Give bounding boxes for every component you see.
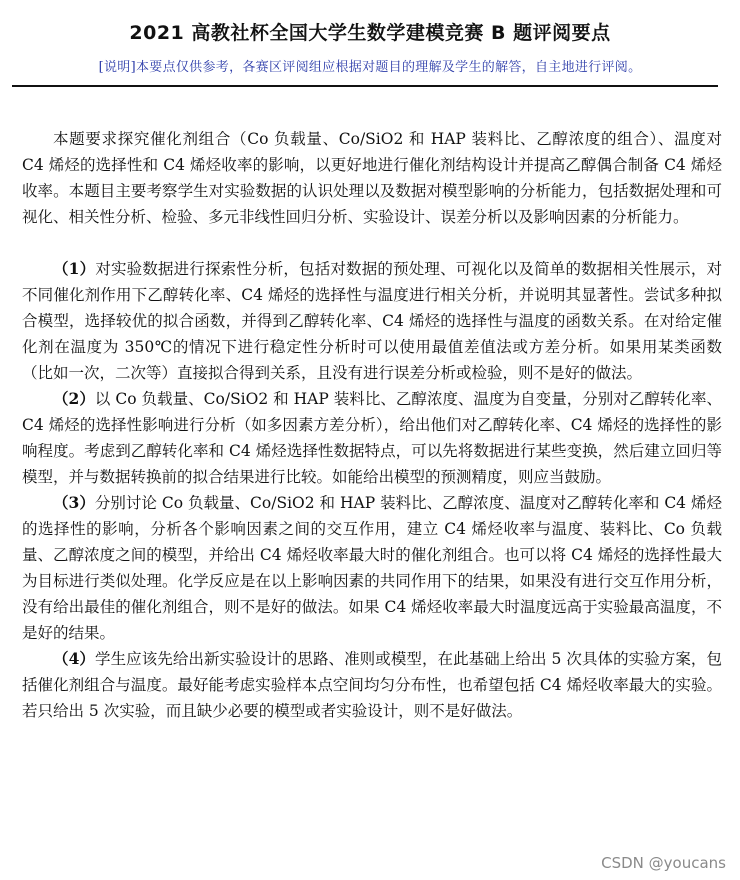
item-number: （3） <box>53 493 95 512</box>
item-paragraph-3 <box>22 490 722 646</box>
item-paragraph-1 <box>22 256 722 386</box>
item-text: 以 Co 负载量、Co/SiO2 和 HAP 装料比、乙醇浓度、温度为自变量，分别对乙醇转化率、C4 烯烃的选择性影响进行分析（如多因素方差分析），给出他们对乙醇转化率、C4 烯烃的选择性的影响程度。考虑到乙醇转化率和 C4 烯烃选择性数据特点，可以先将数据进行某些变换，然后建立回归等模型，并与数据转换前的拟合结果进行比较。如能给出模型的预测精度，则应当鼓励。 <box>22 390 722 486</box>
item-text: 对实验数据进行探索性分析，包括对数据的预处理、可视化以及简单的数据相关性展示，对不同催化剂作用下乙醇转化率、C4 烯烃的选择性与温度进行相关分析，并说明其显著性。尝试多种拟合模型，选择较优的拟合函数，并得到乙醇转化率、C4 烯烃的选择性与温度的函数关系。在对给定催化剂在温度为 350℃的情况下进行稳定性分析时可以使用最值差值法或方差分析。如果用某类函数（比如一次，二次等）直接拟合得到关系，且没有进行误差分析或检验，则不是好的做法。 <box>22 260 722 382</box>
header-divider <box>12 85 718 87</box>
review-note: [说明]本要点仅供参考，各赛区评阅组应根据对题目的理解及学生的解答，自主地进行评阅。 <box>98 60 642 75</box>
document-title: 2021 高教社杯全国大学生数学建模竞赛 B 题评阅要点 <box>129 22 611 44</box>
item-paragraph-2 <box>22 386 722 490</box>
item-number: （2） <box>53 389 95 408</box>
document-body <box>22 126 722 724</box>
intro-paragraph: 本题要求探究催化剂组合（Co 负载量、Co/SiO2 和 HAP 装料比、乙醇浓度的组合）、温度对 C4 烯烃的选择性和 C4 烯烃收率的影响，以更好地进行催化剂结构设计并提高乙醇偶合制备 C4 烯烃收率。本题目主要考察学生对实验数据的认识处理以及数据对模型影响的分析能力，包括数据处理和可视化、相关性分析、检验、多元非线性回归分析、实验设计、误差分析以及影响因素的分析能力。 <box>22 130 722 226</box>
item-paragraph-4 <box>22 646 722 724</box>
watermark-text: CSDN @youcans <box>601 854 726 872</box>
item-text: 分别讨论 Co 负载量、Co/SiO2 和 HAP 装料比、乙醇浓度、温度对乙醇转化率和 C4 烯烃的选择性的影响，分析各个影响因素之间的交互作用，建立 C4 烯烃收率与温度、装料比、Co 负载量、乙醇浓度之间的模型，并给出 C4 烯烃收率最大时的催化剂组合。也可以将 C4 烯烃的选择性最大为目标进行类似处理。化学反应是在以上影响因素的共同作用下的结果，如果没有进行交互作用分析，没有给出最佳的催化剂组合，则不是好的做法。如果 C4 烯烃收率最大时温度远高于实验最高温度，不是好的结果。 <box>22 494 722 642</box>
item-number: （4） <box>53 649 95 668</box>
item-number: （1） <box>53 259 96 278</box>
item-text: 学生应该先给出新实验设计的思路、准则或模型，在此基础上给出 5 次具体的实验方案，包括催化剂组合与温度。最好能考虑实验样本点空间均匀分布性，也希望包括 C4 烯烃收率最大的实验。若只给出 5 次实验，而且缺少必要的模型或者实验设计，则不是好做法。 <box>22 650 722 720</box>
